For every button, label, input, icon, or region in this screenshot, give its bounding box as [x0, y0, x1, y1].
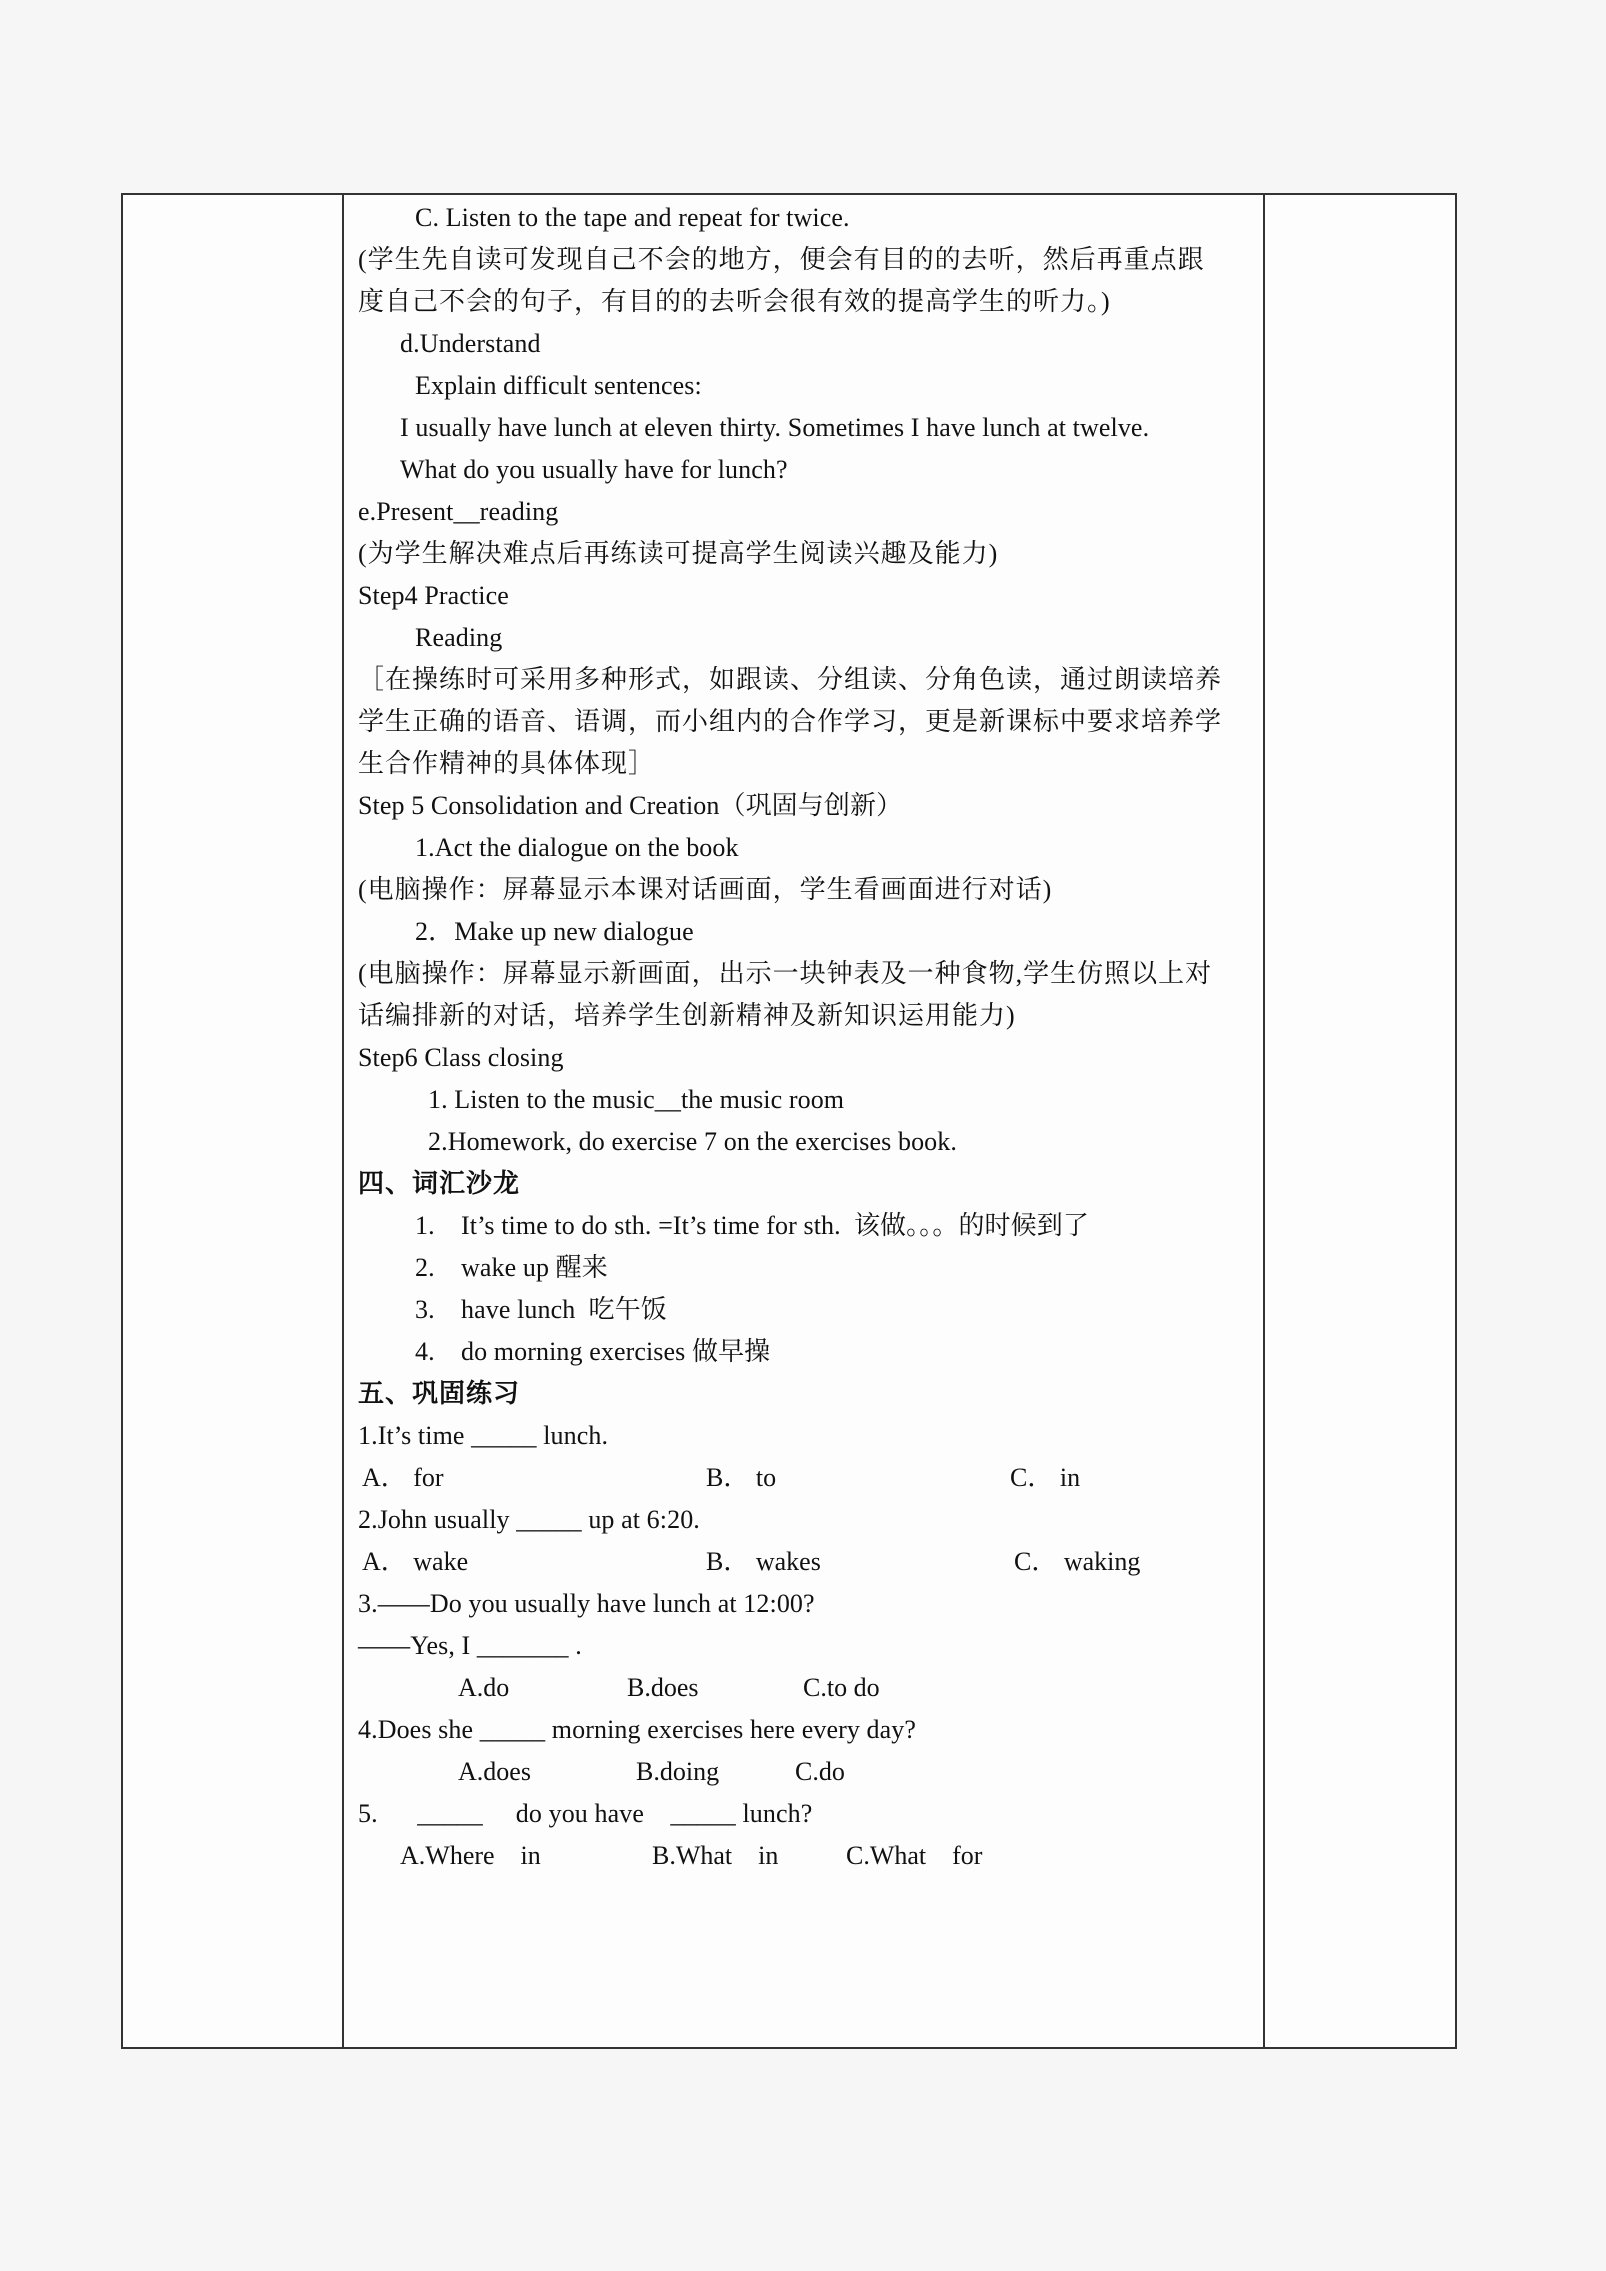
text-line: Step4 Practice	[358, 581, 509, 610]
q4-option-b: B.doing	[636, 1757, 720, 1786]
section-heading-exercises: 五、巩固练习	[358, 1379, 521, 1408]
vocab-item: do morning exercises 做早操	[461, 1337, 771, 1366]
q1-option-a: A． for	[362, 1463, 444, 1492]
q3-option-b: B.does	[627, 1673, 699, 1702]
text-line: 2．Make up new dialogue	[415, 917, 694, 946]
q1-option-b: B． to	[706, 1463, 777, 1492]
question-4: 4.Does she _____ morning exercises here every day?	[358, 1715, 917, 1744]
vocab-number: 1.	[415, 1211, 435, 1240]
question-1: 1.It’s time _____ lunch.	[358, 1421, 609, 1450]
column-divider-right	[1263, 195, 1265, 2047]
question-5: 5. _____ do you have _____ lunch?	[358, 1799, 813, 1828]
text-line: (为学生解决难点后再练读可提高学生阅读兴趣及能力)	[358, 539, 999, 568]
text-line: e.Present__reading	[358, 497, 559, 526]
text-line: Step 5 Consolidation and Creation（巩固与创新）	[358, 791, 903, 820]
section-heading-vocab: 四、词汇沙龙	[358, 1169, 521, 1198]
text-line: C. Listen to the tape and repeat for twice.	[415, 203, 850, 232]
text-line: (电脑操作：屏幕显示新画面，出示一块钟表及一种食物,学生仿照以上对	[358, 959, 1213, 988]
text-line: (学生先自读可发现自己不会的地方，便会有目的的去听，然后再重点跟	[358, 245, 1205, 274]
question-2: 2.John usually _____ up at 6:20.	[358, 1505, 700, 1534]
q5-option-a: A.Where in	[400, 1841, 541, 1870]
question-3: 3.——Do you usually have lunch at 12:00?	[358, 1589, 815, 1618]
vocab-number: 3.	[415, 1295, 435, 1324]
q5-option-c: C.What for	[846, 1841, 983, 1870]
text-line: 度自己不会的句子，有目的的去听会很有效的提高学生的听力。)	[358, 287, 1111, 316]
vocab-number: 4.	[415, 1337, 435, 1366]
lesson-table	[121, 193, 1457, 2049]
text-line: 1. Listen to the music__the music room	[428, 1085, 845, 1114]
text-line: Step6 Class closing	[358, 1043, 564, 1072]
q1-option-c: C． in	[1010, 1463, 1081, 1492]
text-line: Explain difficult sentences:	[415, 371, 702, 400]
q4-option-a: A.does	[458, 1757, 531, 1786]
column-divider-left	[342, 195, 344, 2047]
text-line: (电脑操作：屏幕显示本课对话画面，学生看画面进行对话)	[358, 875, 1053, 904]
question-3-reply: ——Yes, I _______ .	[358, 1631, 582, 1660]
text-line: 话编排新的对话，培养学生创新精神及新知识运用能力)	[358, 1001, 1016, 1030]
q3-option-a: A.do	[458, 1673, 510, 1702]
q2-option-b: B． wakes	[706, 1547, 821, 1576]
text-line: Reading	[415, 623, 503, 652]
q2-option-a: A． wake	[362, 1547, 469, 1576]
vocab-item: wake up 醒来	[461, 1253, 608, 1282]
text-line: 1.Act the dialogue on the book	[415, 833, 739, 862]
text-line: What do you usually have for lunch?	[400, 455, 788, 484]
text-line: 2.Homework, do exercise 7 on the exercises book.	[428, 1127, 957, 1156]
text-line: d.Understand	[400, 329, 541, 358]
q5-option-b: B.What in	[652, 1841, 779, 1870]
vocab-number: 2.	[415, 1253, 435, 1282]
q4-option-c: C.do	[795, 1757, 845, 1786]
text-line: I usually have lunch at eleven thirty. Sometimes I have lunch at twelve.	[400, 413, 1150, 442]
text-line: ［在操练时可采用多种形式，如跟读、分组读、分角色读，通过朗读培养	[358, 665, 1223, 694]
q3-option-c: C.to do	[803, 1673, 880, 1702]
q2-option-c: C． waking	[1014, 1547, 1141, 1576]
vocab-item: have lunch 吃午饭	[461, 1295, 667, 1324]
vocab-item: It’s time to do sth. =It’s time for sth. 该做。。。的时候到了	[461, 1211, 1089, 1240]
text-line: 生合作精神的具体体现］	[358, 749, 656, 778]
text-line: 学生正确的语音、语调，而小组内的合作学习，更是新课标中要求培养学	[358, 707, 1223, 736]
